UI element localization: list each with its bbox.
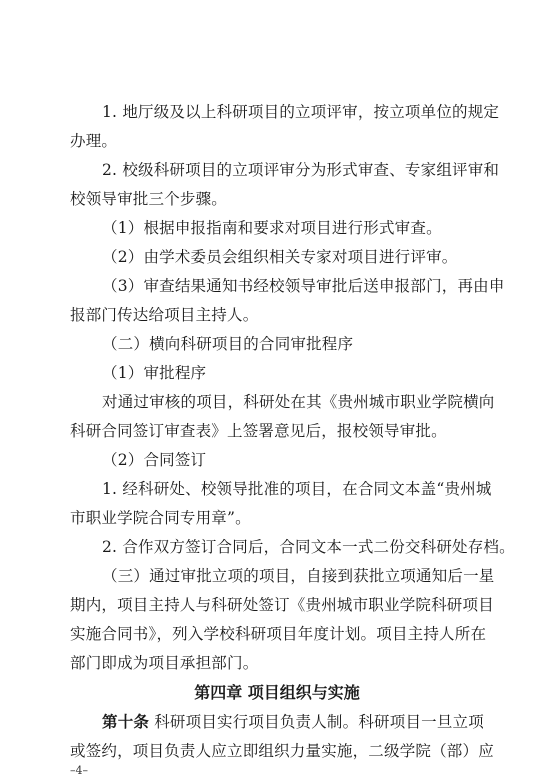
paragraph-line: （1）审批程序 [102, 364, 207, 382]
chapter-heading: 第四章 项目组织与实施 [194, 683, 360, 702]
paragraph-line: （三）通过审批立项的项目，自接到获批立项通知后一星 [102, 567, 495, 585]
paragraph-line: 办理。 [70, 132, 118, 150]
paragraph-line: 市职业学院合同专用章”。 [70, 509, 251, 527]
paragraph-line: 期内，项目主持人与科研处签订《贵州城市职业学院科研项目 [70, 596, 494, 614]
paragraph-line: 科研合同签订审查表》上签署意见后，报校领导审批。 [70, 422, 447, 440]
paragraph-line: 报部门传达给项目主持人。 [70, 306, 259, 324]
paragraph-line: 部门即成为项目承担部门。 [70, 654, 259, 672]
paragraph-line: 2. 合作双方签订合同后，合同文本一式二份交科研处存档。 [102, 538, 515, 556]
paragraph-line: 1. 地厅级及以上科研项目的立项评审，按立项单位的规定 [102, 103, 500, 121]
paragraph-line: 对通过审核的项目，科研处在其《贵州城市职业学院横向 [102, 393, 495, 411]
paragraph-line: （1）根据申报指南和要求对项目进行形式审查。 [102, 219, 442, 237]
article-line-continued: 或签约，项目负责人应立即组织力量实施，二级学院（部）应 [70, 742, 494, 760]
paragraph-line: 校领导审批三个步骤。 [70, 190, 228, 208]
paragraph-line: 2. 校级科研项目的立项评审分为形式审查、专家组评审和 [102, 161, 500, 179]
section-heading: （二）横向科研项目的合同审批程序 [102, 335, 354, 353]
paragraph-line: （2）由学术委员会组织相关专家对项目进行评审。 [102, 248, 458, 266]
paragraph-line: （2）合同签订 [102, 451, 207, 469]
paragraph-line: （3）审查结果通知书经校领导审批后送申报部门，再由申 [102, 277, 505, 295]
page-number: –4– [70, 764, 88, 777]
paragraph-line: 实施合同书》，列入学校科研项目年度计划。项目主持人所在 [70, 625, 487, 643]
article-label: 第十条 [102, 713, 150, 731]
article-line [102, 712, 484, 732]
paragraph-line: 1. 经科研处、校领导批准的项目，在合同文本盖“贵州城 [102, 480, 492, 498]
article-text: 科研项目实行项目负责人制。科研项目一旦立项 [149, 713, 484, 731]
